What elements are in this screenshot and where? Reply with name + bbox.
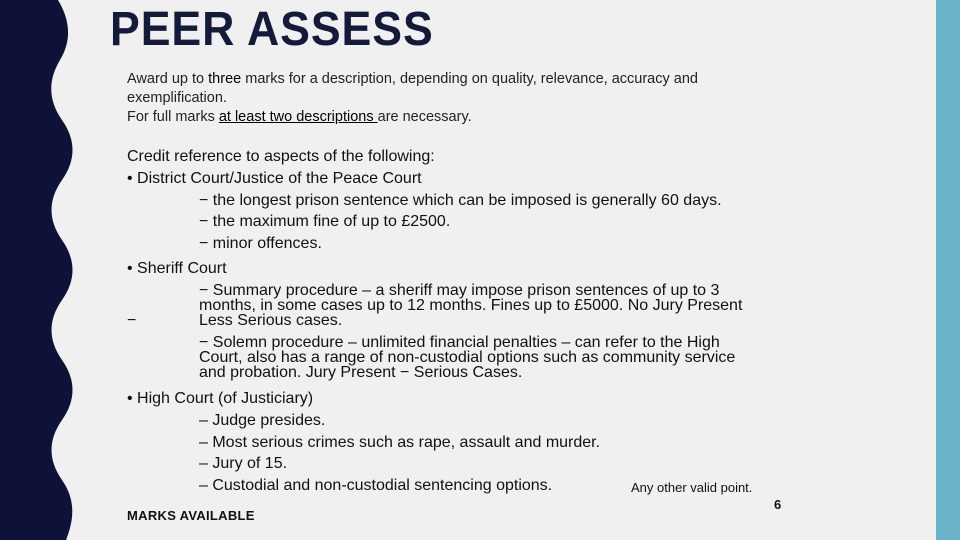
high-court-point: – Jury of 15. [199,455,288,472]
high-court-point: – Most serious crimes such as rape, assault and murder. [199,434,601,451]
high-court-point: – Judge presides. [199,412,326,429]
sheriff-solemn-procedure [199,335,735,380]
sheriff-summary-line: − Summary procedure – a sheriff may impose prison sentences of up to 3 [199,282,720,299]
district-point: − the longest prison sentence which can be imposed is generally 60 days. [199,192,722,209]
sheriff-summary-line: months, in some cases up to 12 months. Fines up to £5000. No Jury Present [199,297,743,314]
credit-intro: Credit reference to aspects of the following: [127,148,435,165]
intro-line-2: exemplification. [127,90,227,106]
intro-line-3: For full marks at least two descriptions are necessary. [127,109,472,125]
marks-available-label: MARKS AVAILABLE [127,508,255,523]
district-point: − the maximum fine of up to £2500. [199,213,451,230]
intro-line-1: Award up to three marks for a description, depending on quality, relevance, accuracy and [127,71,698,87]
high-court-heading: • High Court (of Justiciary) [127,390,314,407]
sheriff-summary-procedure [199,283,742,328]
sheriff-summary-line: Less Serious cases. [199,312,343,329]
sheriff-solemn-line: Court, also has a range of non-custodial options such as community service [199,349,736,366]
intro-text [127,70,807,127]
sheriff-solemn-line: and probation. Jury Present − Serious Cases. [199,364,523,381]
district-court-heading: • District Court/Justice of the Peace Court [127,170,422,187]
right-decorative-band [936,0,960,540]
sheriff-dash: − [127,312,137,329]
district-point: − minor offences. [199,235,322,252]
other-valid-point-note: Any other valid point. [631,480,753,495]
slide-title: PEER ASSESS [110,3,434,56]
left-decorative-band [0,0,90,540]
sheriff-court-heading: • Sheriff Court [127,260,227,277]
marks-available-value: 6 [774,497,782,512]
high-court-point: – Custodial and non-custodial sentencing options. [199,477,553,494]
sheriff-solemn-line: − Solemn procedure – unlimited financial penalties – can refer to the High [199,334,720,351]
